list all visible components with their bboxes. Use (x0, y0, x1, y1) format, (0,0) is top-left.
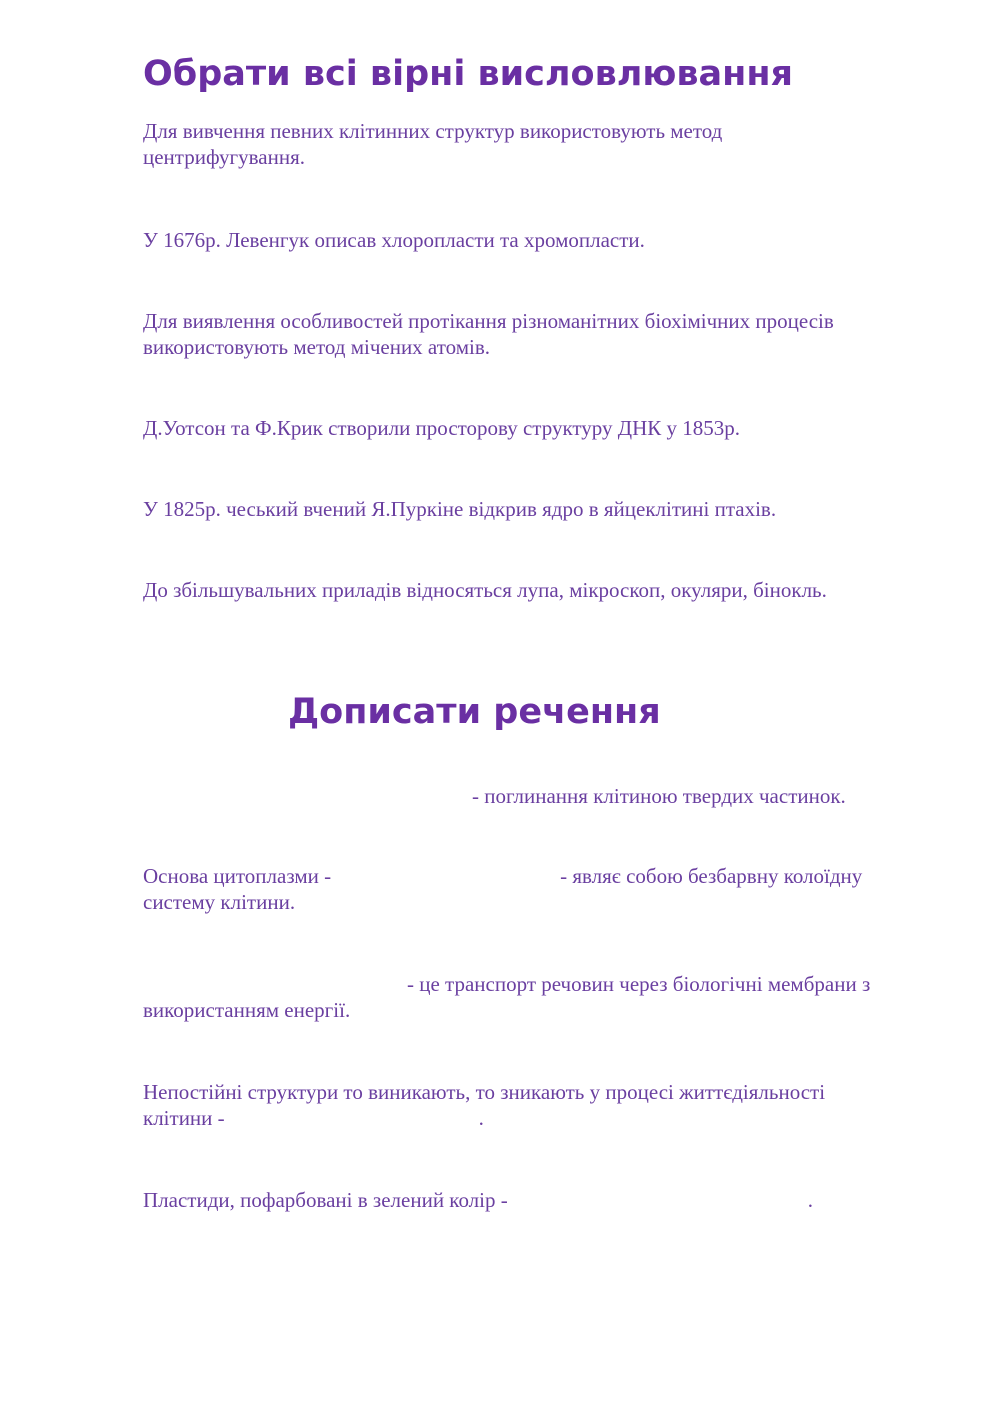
sentence-3 (143, 971, 870, 1023)
sentence-2 (143, 863, 862, 915)
statement-3-line-1: Для виявлення особливостей протікання різноманітних біохімічних процесів (143, 309, 834, 333)
sentence-3-text-after: - це транспорт речовин через біологічні мембрани з (407, 972, 871, 996)
sentence-4-text-after: . (478, 1106, 484, 1130)
sentence-2-blank[interactable] (331, 867, 560, 889)
sentence-3-blank[interactable] (143, 975, 407, 997)
sentence-2-text-after: - являє собою безбарвну колоїдну (560, 864, 863, 888)
statement-2[interactable] (143, 227, 645, 253)
sentence-1 (143, 783, 846, 809)
sentence-4 (143, 1079, 825, 1131)
sentence-4-text-before: клітини - (143, 1106, 225, 1130)
sentence-2-text-before: Основа цитоплазми - (143, 864, 332, 888)
statement-1-line-1: Для вивчення певних клітинних структур використовують метод (143, 119, 723, 143)
section-1-title: Обрати всі вірні висловлювання (143, 54, 794, 94)
sentence-2-line-2: систему клітини. (143, 890, 296, 914)
sentence-1-blank[interactable] (143, 787, 472, 809)
section-2-title: Дописати речення (288, 692, 661, 732)
statement-4-line-1: Д.Уотсон та Ф.Крик створили просторову структуру ДНК у 1853р. (143, 416, 741, 440)
statement-4[interactable] (143, 415, 740, 441)
statement-3-line-2: використовують метод мічених атомів. (143, 335, 491, 359)
statement-1-line-2: центрифугування. (143, 145, 306, 169)
sentence-4-line-1: Непостійні структури то виникають, то зникають у процесі життєдіяльності (143, 1080, 826, 1104)
statement-3[interactable] (143, 308, 834, 360)
sentence-5-text-before: Пластиди, пофарбовані в зелений колір - (143, 1188, 508, 1212)
statement-5-line-1: У 1825р. чеський вчений Я.Пуркіне відкрив ядро в яйцеклітині птахів. (143, 497, 777, 521)
sentence-5 (143, 1187, 813, 1213)
statement-1[interactable] (143, 118, 722, 170)
sentence-1-text: - поглинання клітиною твердих частинок. (472, 784, 846, 808)
statement-6[interactable] (143, 577, 827, 603)
sentence-5-blank[interactable] (508, 1191, 808, 1213)
statement-2-line-1: У 1676р. Левенгук описав хлоропласти та хромопласти. (143, 228, 645, 252)
sentence-5-text-after: . (807, 1188, 813, 1212)
statement-6-line-1: До збільшувальних приладів відносяться лупа, мікроскоп, окуляри, бінокль. (143, 578, 827, 602)
sentence-3-line-2: використанням енергії. (143, 998, 351, 1022)
statement-5[interactable] (143, 496, 776, 522)
sentence-4-blank[interactable] (225, 1109, 479, 1131)
